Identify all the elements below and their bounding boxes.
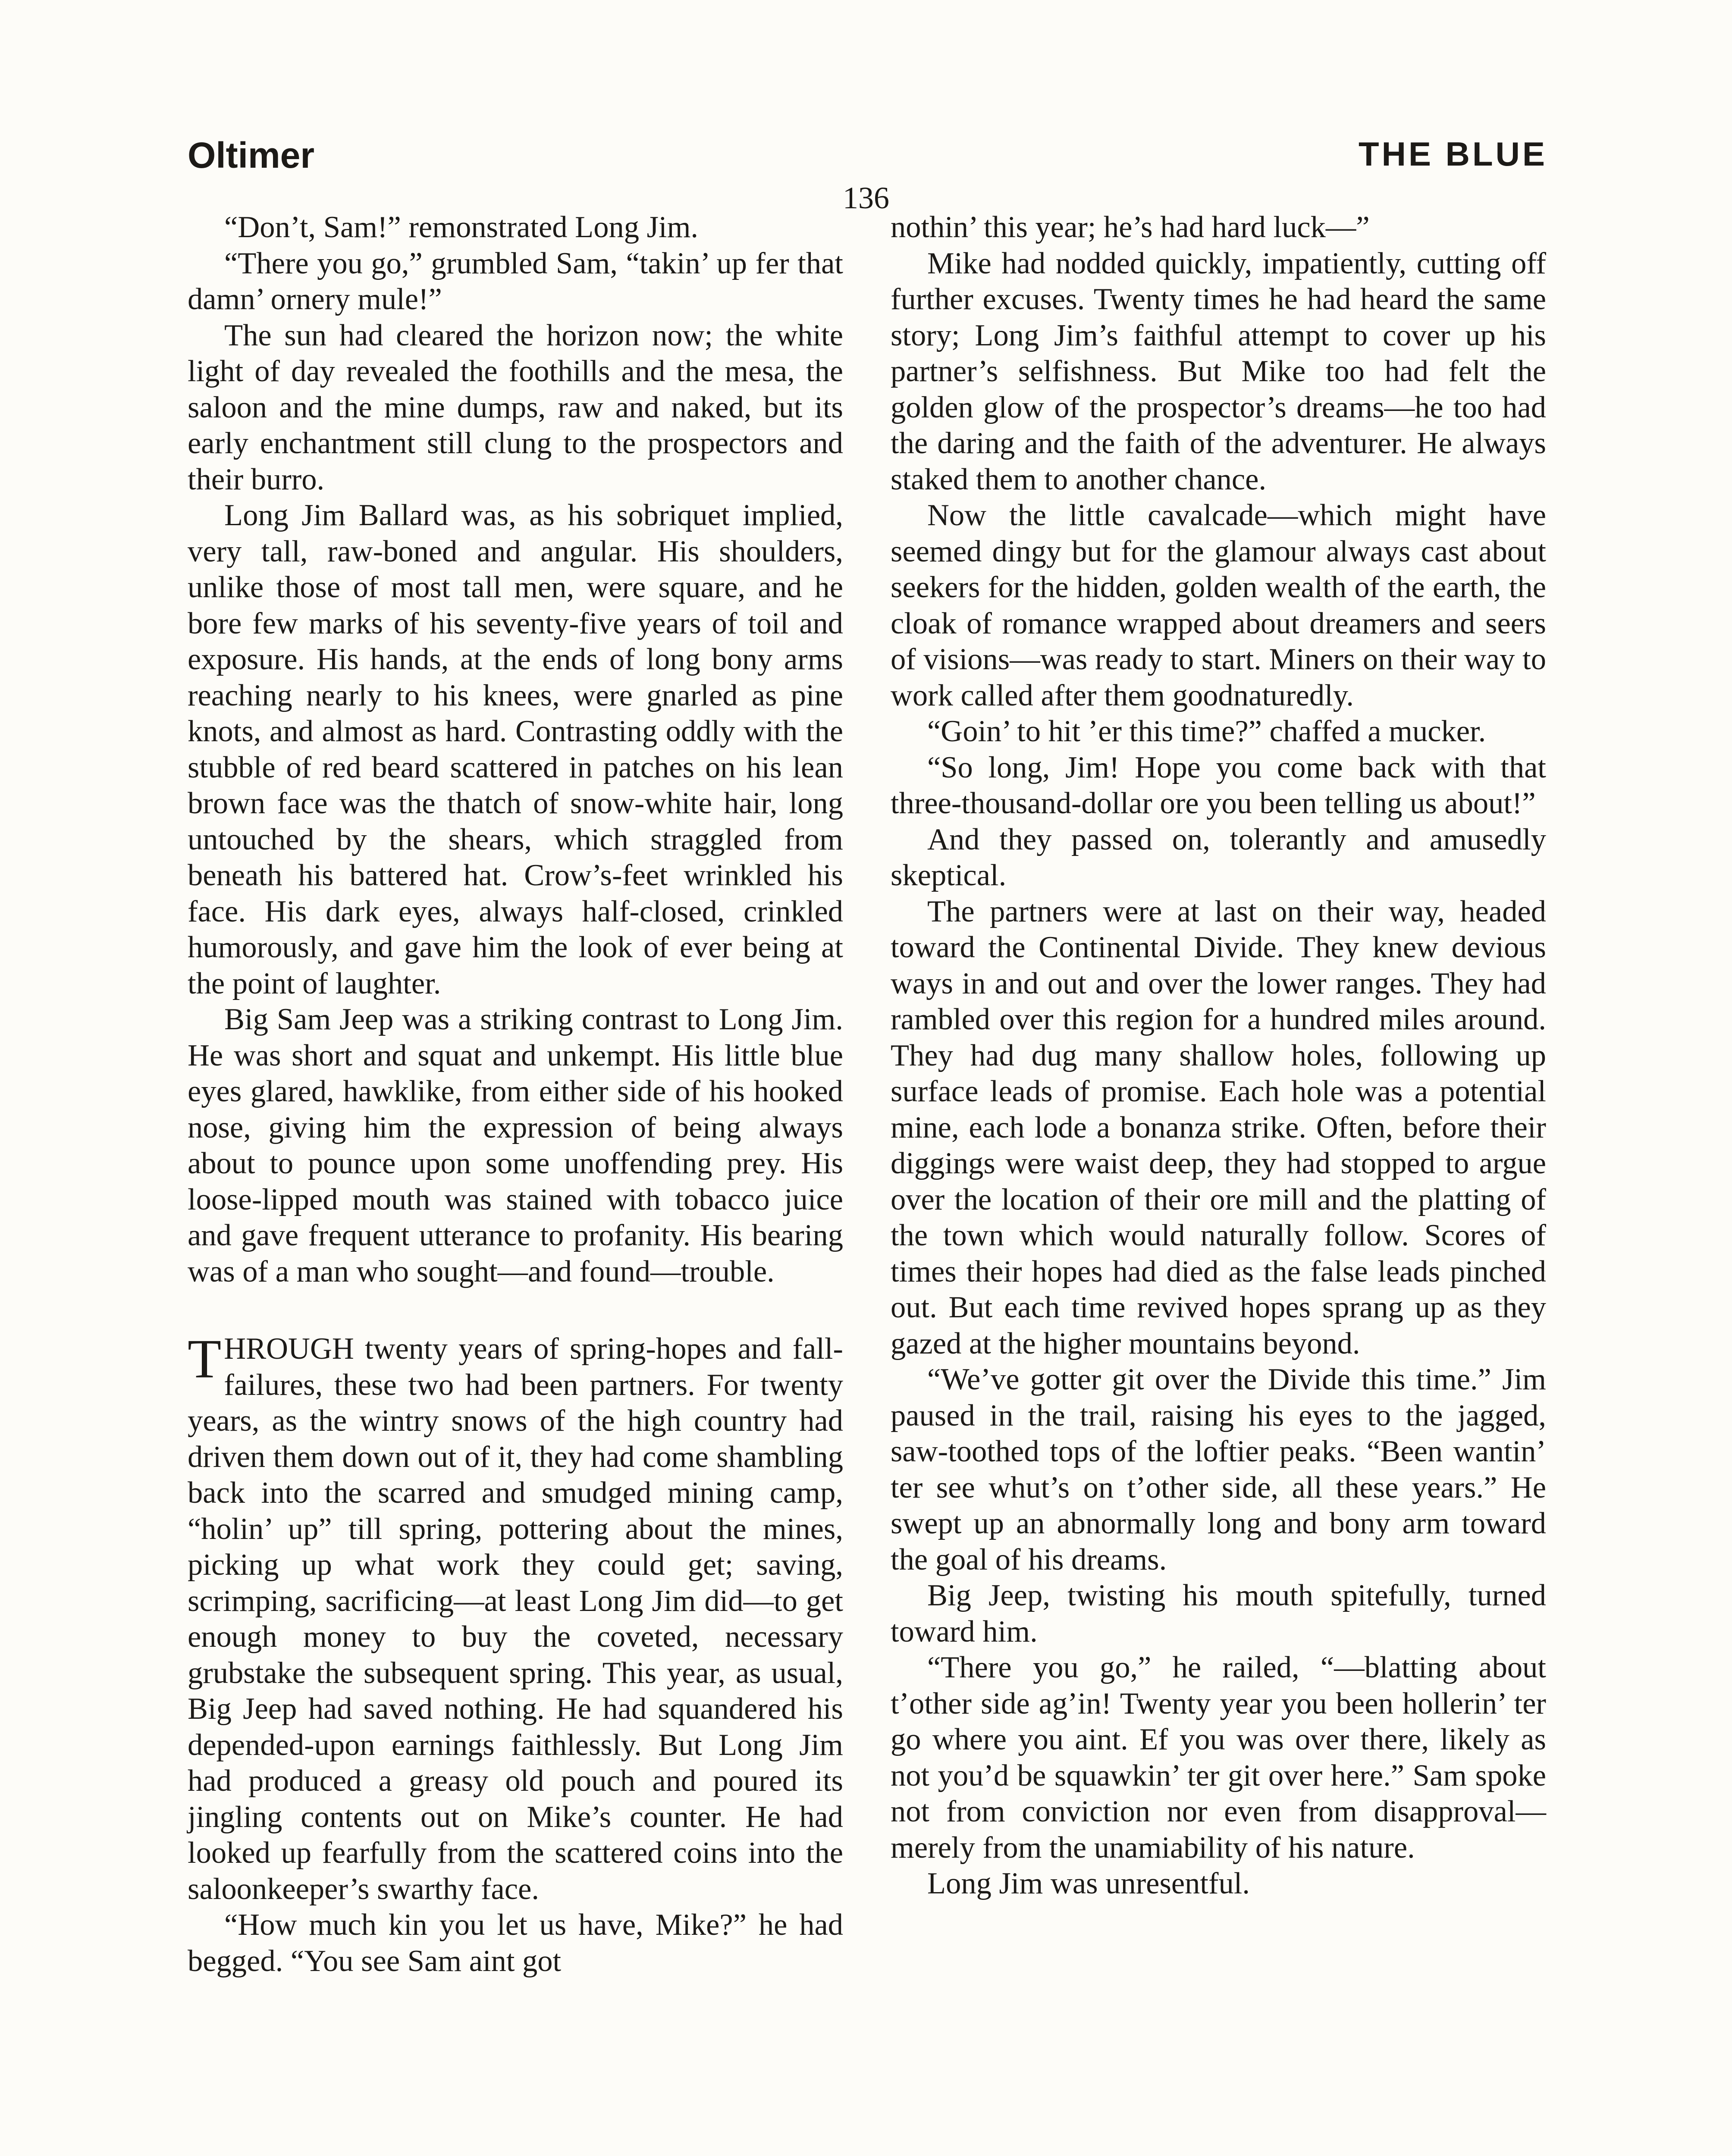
paragraph: And they passed on, tolerantly and amusedly skeptical. — [891, 822, 1546, 892]
left-column — [188, 210, 843, 1979]
section-opening-paragraph — [188, 1328, 843, 1907]
running-head-story-title: Oltimer — [188, 135, 315, 175]
paragraph: “There you go,” grumbled Sam, “takin’ up fer that damn’ ornery mule!” — [188, 246, 843, 316]
paragraph: Long Jim was unresentful. — [927, 1867, 1250, 1900]
paragraph: “So long, Jim! Hope you come back with that three-thousand-dollar ore you been telling us about!” — [891, 750, 1546, 820]
paragraph: “Goin’ to hit ’er this time?” chaffed a mucker. — [927, 714, 1486, 748]
section-opening-text: HROUGH twenty years of spring-hopes and fall-failures, these two had been partners. For twenty years, as the wintry snows of the high country had driven them down out of it, they had come shambling back into the scarred and smudged mining camp, “holin’ up” till spring, pottering about the mines, picking up what work they could get; saving, scrimping, sacrificing—at least Long Jim did—to get enough money to buy the coveted, necessary grubstake the subsequent spring. This year, as usual, Big Jeep had saved nothing. He had squandered his depended-upon earnings faithlessly. But Long Jim had produced a greasy old pouch and poured its jingling contents out on Mike’s counter. He had looked up fearfully from the scattered coins into the saloonkeeper’s swarthy face. — [188, 1332, 843, 1906]
paragraph: “How much kin you let us have, Mike?” he had begged. “You see Sam aint got — [188, 1908, 843, 1978]
drop-cap: T — [188, 1328, 222, 1389]
paragraph: Mike had nodded quickly, impatiently, cutting off further excuses. Twenty times he had heard the same story; Long Jim’s faithful attempt to cover up his partner’s selfishness. But Mike too had felt the golden glow of the prospector’s dreams—he too had the daring and the faith of the adventurer. He always staked them to another chance. — [891, 246, 1546, 496]
right-column — [891, 210, 1546, 1902]
running-head-magazine-title: THE BLUE — [1359, 135, 1547, 173]
paragraph: The sun had cleared the horizon now; the white light of day revealed the foothills and the mesa, the saloon and the mine dumps, raw and naked, but its early enchantment still clung to the prospectors and their burro. — [188, 318, 843, 496]
paragraph: “There you go,” he railed, “—blatting about t’other side ag’in! Twenty year you been hollerin’ ter go where you aint. Ef you was over there, likely as not you’d be squawkin’ ter git over here.” Sam spoke not from conviction nor even from disapproval—merely from the unamiability of his nature. — [891, 1651, 1546, 1865]
paragraph: Big Jeep, twisting his mouth spitefully, turned toward him. — [891, 1579, 1546, 1648]
paragraph: Big Sam Jeep was a striking contrast to Long Jim. He was short and squat and unkempt. His little blue eyes glared, hawklike, from either side of his hooked nose, giving him the expression of being always about to pounce upon some unoffending prey. His loose-lipped mouth was stained with tobacco juice and gave frequent utterance to profanity. His bearing was of a man who sought—and found—trouble. — [188, 1003, 843, 1288]
paragraph: Long Jim Ballard was, as his sobriquet implied, very tall, raw-boned and angular. His shoulders, unlike those of most tall men, were square, and he bore few marks of his seventy-five years of toil and exposure. His hands, at the ends of long bony arms reaching nearly to his knees, were gnarled as pine knots, and almost as hard. Contrasting oddly with the stubble of red beard scattered in patches on his lean brown face was the thatch of snow-white hair, long untouched by the shears, which straggled from beneath his battered hat. Crow’s-feet wrinkled his face. His dark eyes, always half-closed, crinkled humorously, and gave him the look of ever being at the point of laughter. — [188, 498, 843, 1000]
paragraph: “Don’t, Sam!” remonstrated Long Jim. — [224, 210, 699, 244]
paragraph: The partners were at last on their way, headed toward the Continental Divide. They knew devious ways in and out and over the lower ranges. They had rambled over this region for a hundred miles around. They had dug many shallow holes, following up surface leads of promise. Each hole was a potential mine, each lode a bonanza strike. Often, before their diggings were waist deep, they had stopped to argue over the location of their ore mill and the platting of the town which would naturally follow. Scores of times their hopes had died as the false leads pinched out. But each time revived hopes sprang up as they gazed at the higher mountains beyond. — [891, 894, 1546, 1360]
continued-paragraph: nothin’ this year; he’s had hard luck—” — [891, 210, 1370, 244]
paragraph: “We’ve gotter git over the Divide this time.” Jim paused in the trail, raising his eyes to the jagged, saw-toothed tops of the loftier peaks. “Been wantin’ ter see whut’s on t’other side, all these years.” He swept up an abnormally long and bony arm toward the goal of his dreams. — [891, 1363, 1546, 1576]
page-number: 136 — [843, 181, 889, 215]
paragraph: Now the little cavalcade—which might have seemed dingy but for the glamour always cast about seekers for the hidden, golden wealth of the earth, the cloak of romance wrapped about dreamers and seers of visions—was ready to start. Miners on their way to work called after them goodnaturedly. — [891, 498, 1546, 712]
